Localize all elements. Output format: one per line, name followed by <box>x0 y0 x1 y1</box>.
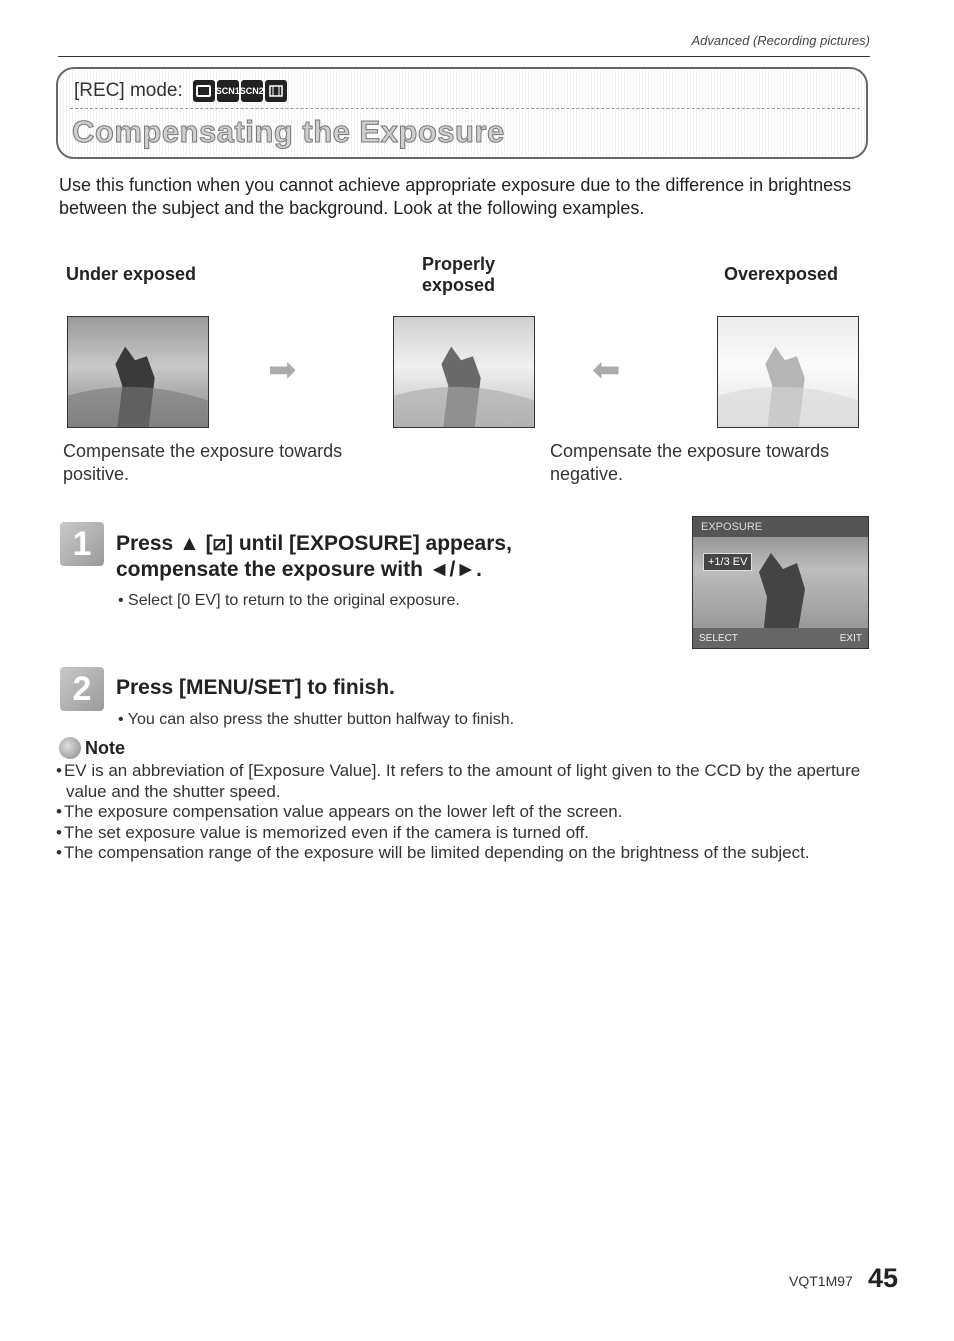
properly-exposed-line2: exposed <box>422 275 496 295</box>
step-2-bullet: • You can also press the shutter button halfway to finish. <box>118 711 514 729</box>
step-1-badge: 1 <box>60 522 104 566</box>
step-1-line1: Press ▲ [⧄] until [EXPOSURE] appears, <box>116 532 512 555</box>
step-1-bullet: • Select [0 EV] to return to the original exposure. <box>118 592 460 610</box>
header-rule <box>58 56 870 57</box>
title-divider <box>70 108 860 109</box>
caption-negative: Compensate the exposure towards negative. <box>550 441 830 484</box>
scn2-mode-icon: SCN2 <box>241 80 263 102</box>
rec-mode-line <box>74 80 287 102</box>
document-code: VQT1M97 <box>789 1273 853 1289</box>
properly-exposed-label <box>422 254 495 296</box>
step-1-text <box>116 531 512 583</box>
properly-exposed-photo <box>393 316 535 428</box>
page-title: Compensating the Exposure <box>72 114 505 149</box>
note-heading <box>59 737 125 759</box>
screen-bottom-bar <box>693 628 868 648</box>
note-item: • The exposure compensation value appears on the lower left of the screen. <box>56 802 876 823</box>
step-2-text: Press [MENU/SET] to finish. <box>116 676 395 699</box>
arrow-right-icon: ➡ <box>268 351 297 389</box>
screen-top-label: EXPOSURE <box>701 521 763 533</box>
overexposed-label: Overexposed <box>724 264 839 284</box>
section-label: Advanced (Recording pictures) <box>691 33 870 48</box>
note-icon <box>59 737 81 759</box>
camera-mode-icon <box>193 80 215 102</box>
mode-icons <box>193 80 287 102</box>
scn1-mode-icon: SCN1 <box>217 80 239 102</box>
note-item: • EV is an abbreviation of [Exposure Value]. It refers to the amount of light given to the CCD by the aperture value and the shutter speed. <box>56 761 876 802</box>
camera-screen-preview <box>692 516 869 649</box>
note-heading-label: Note <box>85 737 125 758</box>
screen-exit-label: EXIT <box>839 632 862 644</box>
note-item: • The compensation range of the exposure will be limited depending on the brightness of the subject. <box>56 843 876 864</box>
overexposed-photo <box>717 316 859 428</box>
arrow-left-icon: ⬅ <box>592 351 621 389</box>
step-2-badge: 2 <box>60 667 104 711</box>
under-exposed-label: Under exposed <box>66 264 197 284</box>
screen-ev-value: +1/3 EV <box>703 553 752 571</box>
caption-positive: Compensate the exposure towards positive. <box>63 441 343 484</box>
screen-select-label: SELECT <box>699 632 738 644</box>
under-exposed-photo <box>67 316 209 428</box>
film-mode-icon <box>265 80 287 102</box>
page-number: 45 <box>868 1263 899 1293</box>
step-1-line2: compensate the exposure with ◄/►. <box>116 558 482 581</box>
rec-mode-label: [REC] mode: <box>74 80 183 101</box>
properly-exposed-line1: Properly <box>422 254 496 274</box>
note-item: • The set exposure value is memorized even if the camera is turned off. <box>56 823 876 844</box>
note-list <box>56 761 876 864</box>
intro-paragraph: Use this function when you cannot achieve appropriate exposure due to the difference in brightness between the subject and the background. Look at the following examples. <box>59 175 852 218</box>
